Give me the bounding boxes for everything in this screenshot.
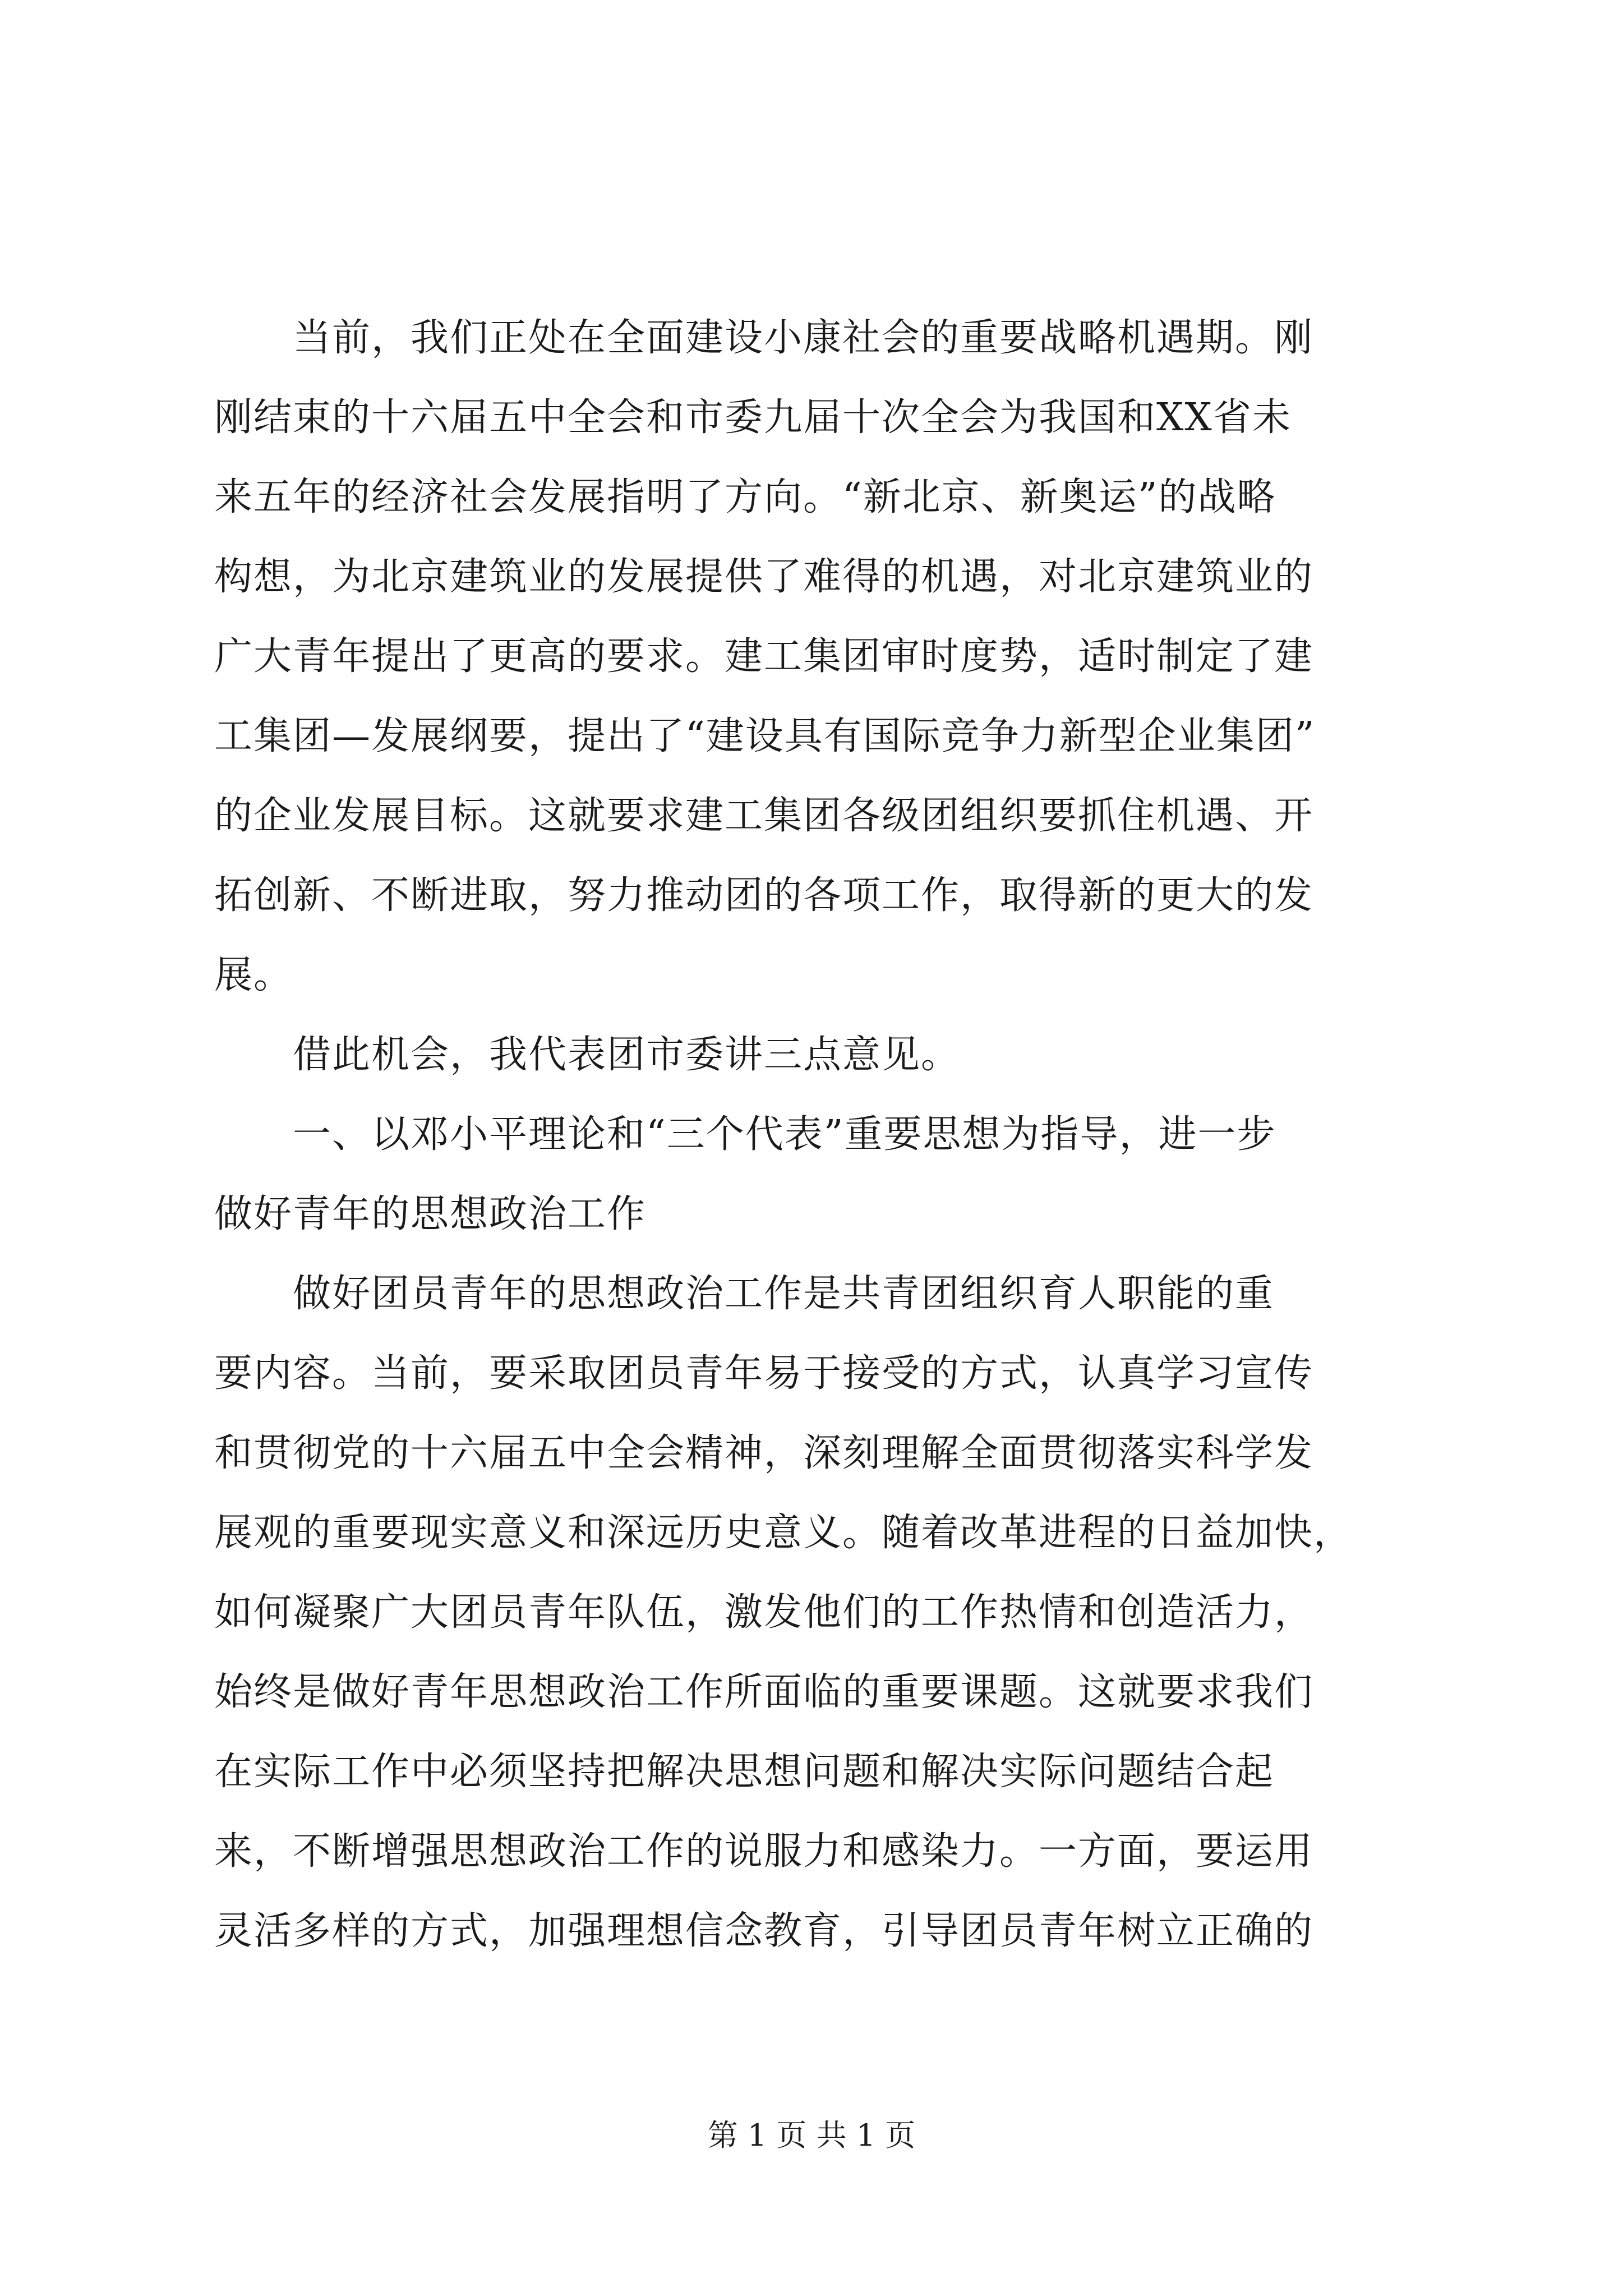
page-footer: 第 1 页 共 1 页 xyxy=(707,2118,916,2153)
paragraph-opening: 当前，我们正处在全面建设小康社会的重要战略机遇期。刚 刚结束的十六届五中全会和市委九届十次全会为我国和XX省未 来五年的经济社会发展指明了方向。“新北京、新奥运”的战略 构想，为北京建筑业的发展提供了难得的机遇，对北京建筑业的 广大青年提出了更高的要求。建工集团审时度势，适时制定了建 工集团—发展纲要，提出了“建设具有国际竞争力新型企业集团” 的企业发展目标。这就要求建工集团各级团组织要抓住机遇、开 拓创新、不断进取，努力推动团的各项工作，取得新的更大的发 展。 xyxy=(214,316,1316,997)
section-heading-one: 一、以邓小平理论和“三个代表”重要思想为指导，进一步 做好青年的思想政治工作 xyxy=(214,1112,1276,1236)
document-body xyxy=(214,298,1414,1971)
paragraph-section-one: 做好团员青年的思想政治工作是共青团组织育人职能的重 要内容。当前，要采取团员青年易于接受的方式，认真学习宣传 和贯彻党的十六届五中全会精神，深刻理解全面贯彻落实科学发 展观的重要现实意义和深远历史意义。随着改革进程的日益加快， 如何凝聚广大团员青年队伍，激发他们的工作热情和创造活力， 始终是做好青年思想政治工作所面临的重要课题。这就要求我们 在实际工作中必须坚持把解决思想问题和解决实际问题结合起 来，不断增强思想政治工作的说服力和感染力。一方面，要运用 灵活多样的方式，加强理想信念教育，引导团员青年树立正确的 xyxy=(214,1272,1353,1953)
paragraph-intro-opinions: 借此机会，我代表团市委讲三点意见。 xyxy=(214,1033,961,1077)
